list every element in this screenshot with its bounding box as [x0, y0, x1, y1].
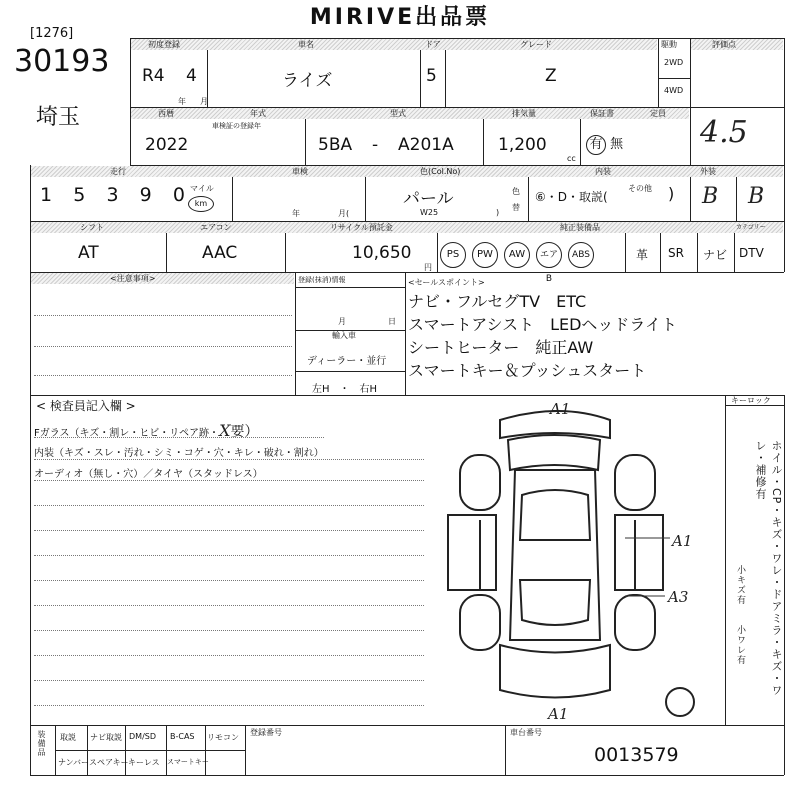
label-first-reg: 初度登録 [148, 40, 180, 49]
acc-item: スペアキー [89, 758, 129, 767]
label-notes: <注意事項> [110, 274, 156, 283]
equipment-airbag: エアB [536, 242, 562, 268]
label-grade: グレード [520, 40, 552, 49]
recycle-value: 10,650 [352, 243, 412, 263]
year-note: 車検証の登録年 [212, 122, 261, 130]
sales-point: シートヒーター 純正AW [408, 338, 594, 357]
car-name-value: ライズ [282, 71, 333, 91]
equipment-pw: PW [472, 242, 498, 268]
label-recycle: リサイクル預託金 [330, 223, 393, 232]
model-value: A201A [398, 135, 454, 155]
label-inspection: 車検 [292, 167, 308, 176]
tools-value: ⑥・D・取説( [535, 190, 608, 204]
label-score: 評価点 [712, 40, 736, 49]
sales-points [408, 290, 677, 382]
color-label: 色 [512, 187, 520, 196]
reg-day: 日 [388, 317, 396, 326]
damage-right-door: A1 [672, 532, 693, 550]
label-car-name: 車名 [298, 40, 314, 49]
color-code: W25 [420, 208, 439, 217]
grade-value: Z [545, 66, 557, 86]
side-legend-small-scratch: 小キズ有 [735, 565, 745, 605]
glass-mark: X [219, 421, 231, 440]
label-sales-points: <セールスポイント> [408, 278, 485, 287]
mileage-digit: 9 [139, 184, 152, 206]
damage-rear: A1 [548, 705, 569, 723]
reg-year-value: 4 [186, 66, 197, 86]
glass-note: Fガラス（キズ・割レ・ヒビ・リペア跡・X要） [34, 421, 259, 440]
label-import-car: 輸入車 [332, 331, 356, 340]
model-prefix: 5BA [318, 135, 353, 155]
label-color: 色(Col.No) [420, 167, 461, 176]
acc-item: スマートキー [167, 758, 209, 766]
label-exterior: 外装 [700, 167, 716, 176]
drive-2wd: 2WD [664, 58, 684, 67]
tools-other: その他 [628, 184, 652, 193]
model-dash: - [372, 135, 379, 155]
lot-number: 30193 [14, 44, 110, 79]
inspection-month: 月( [338, 209, 350, 218]
steer-option: 左H ・ 右H [312, 384, 378, 395]
audio-note: オーディオ（無し・穴）／タイヤ（スタッドレス） [34, 469, 263, 480]
doors-value: 5 [426, 66, 437, 86]
month-suffix: 月 [200, 97, 208, 106]
acc-item: B-CAS [170, 732, 195, 741]
label-year: 西暦 [158, 109, 174, 118]
interior-note: 内装（キズ・スレ・汚れ・シミ・コゲ・穴・キレ・破れ・割れ） [34, 448, 324, 459]
acc-item: ナビ取説 [90, 733, 122, 742]
damage-front: A1 [550, 400, 571, 418]
warranty-yes: 有 [586, 135, 606, 155]
equipment-abs: ABS [568, 242, 594, 268]
label-category: カテゴリー [736, 224, 766, 231]
aircon-value: AAC [202, 243, 238, 263]
label-doors: ドア [425, 40, 441, 49]
label-warranty: 保証書 [590, 109, 614, 118]
accessories-head: 装備品 [37, 730, 46, 757]
warranty-options [586, 133, 623, 155]
equipment-ps: PS [440, 242, 466, 268]
glass-need: 要） [230, 424, 259, 440]
label-mileage: 走行 [110, 167, 126, 176]
mileage-digits [40, 184, 185, 206]
color-change: 替 [512, 203, 520, 212]
inspection-year: 年 [292, 209, 300, 218]
label-serial: 車台番号 [510, 728, 542, 737]
label-reg-no: 登録番号 [250, 728, 282, 737]
shift-value: AT [78, 243, 99, 263]
mileage-digit: 0 [172, 184, 185, 206]
acc-item: リモコン [207, 733, 239, 742]
equipment-leather: 革 [636, 248, 649, 262]
reg-month: 月 [338, 317, 346, 326]
cc-unit: cc [567, 154, 576, 163]
color-value: パール [403, 189, 454, 209]
acc-item: キーレス [128, 758, 160, 767]
equipment-circles [440, 242, 594, 284]
drive-4wd: 4WD [664, 86, 684, 95]
equipment-navi: ナビ [703, 248, 728, 262]
year-suffix: 年 [178, 97, 186, 106]
acc-item: ナンバー [58, 758, 90, 767]
yen-unit: 円 [424, 263, 432, 272]
label-drive: 駆動 [661, 40, 677, 49]
damage-right-rear: A3 [668, 588, 689, 606]
mileage-digit: 1 [40, 184, 53, 206]
label-keylock: キーロック [731, 396, 771, 405]
label-shift: シフト [80, 223, 104, 232]
car-diagram [440, 400, 720, 725]
acc-item: DM/SD [129, 732, 156, 741]
sales-point: スマートキー＆プッシュスタート [408, 361, 647, 380]
label-interior: 内装 [595, 167, 611, 176]
displacement-value: 1,200 [498, 135, 547, 155]
prefecture: 埼玉 [36, 105, 81, 130]
side-legend: ホイル・CP・キズ・ワレ・ドアミラ・キズ・ワレ・補修有 [754, 440, 783, 697]
page-title: MIRIVE出品票 [309, 5, 491, 30]
mileage-digit: 5 [73, 184, 86, 206]
tools-close: ) [668, 184, 675, 203]
label-inspector: < 検査員記入欄 > [36, 399, 136, 413]
warranty-no: 無 [610, 137, 624, 152]
label-reg-info: 登録(抹消)情報 [298, 276, 346, 284]
equipment-aw: AW [504, 242, 530, 268]
label-aircon: エアコン [200, 223, 232, 232]
era-value: R4 [142, 66, 165, 86]
sales-point: ナビ・フルセグTV ETC [408, 292, 587, 311]
year-value: 2022 [145, 135, 189, 155]
dealer-option: ディーラー・並行 [307, 356, 387, 367]
interior-score: B [702, 184, 719, 209]
score-value: 4.5 [700, 115, 748, 150]
exterior-score: B [748, 184, 765, 209]
serial-number: 0013579 [594, 744, 679, 766]
inspection-close: ) [496, 208, 500, 217]
mileage-unit-km: km [188, 196, 214, 212]
lot-ref: [1276] [30, 26, 74, 41]
label-capacity: 定員 [650, 109, 666, 118]
label-displacement: 排気量 [512, 109, 536, 118]
mileage-digit: 3 [106, 184, 119, 206]
mileage-unit-mile: マイル [190, 184, 214, 193]
label-genuine: 純正装備品 [560, 223, 600, 232]
label-model-type: 型式 [390, 109, 406, 118]
sales-point: スマートアシスト LEDヘッドライト [408, 315, 677, 334]
equipment-dtv: DTV [739, 246, 764, 260]
label-model-year: 年式 [250, 109, 266, 118]
side-legend-small-crack: 小ワレ有 [735, 625, 745, 665]
equipment-sr: SR [668, 246, 684, 260]
acc-item: 取説 [60, 733, 76, 742]
